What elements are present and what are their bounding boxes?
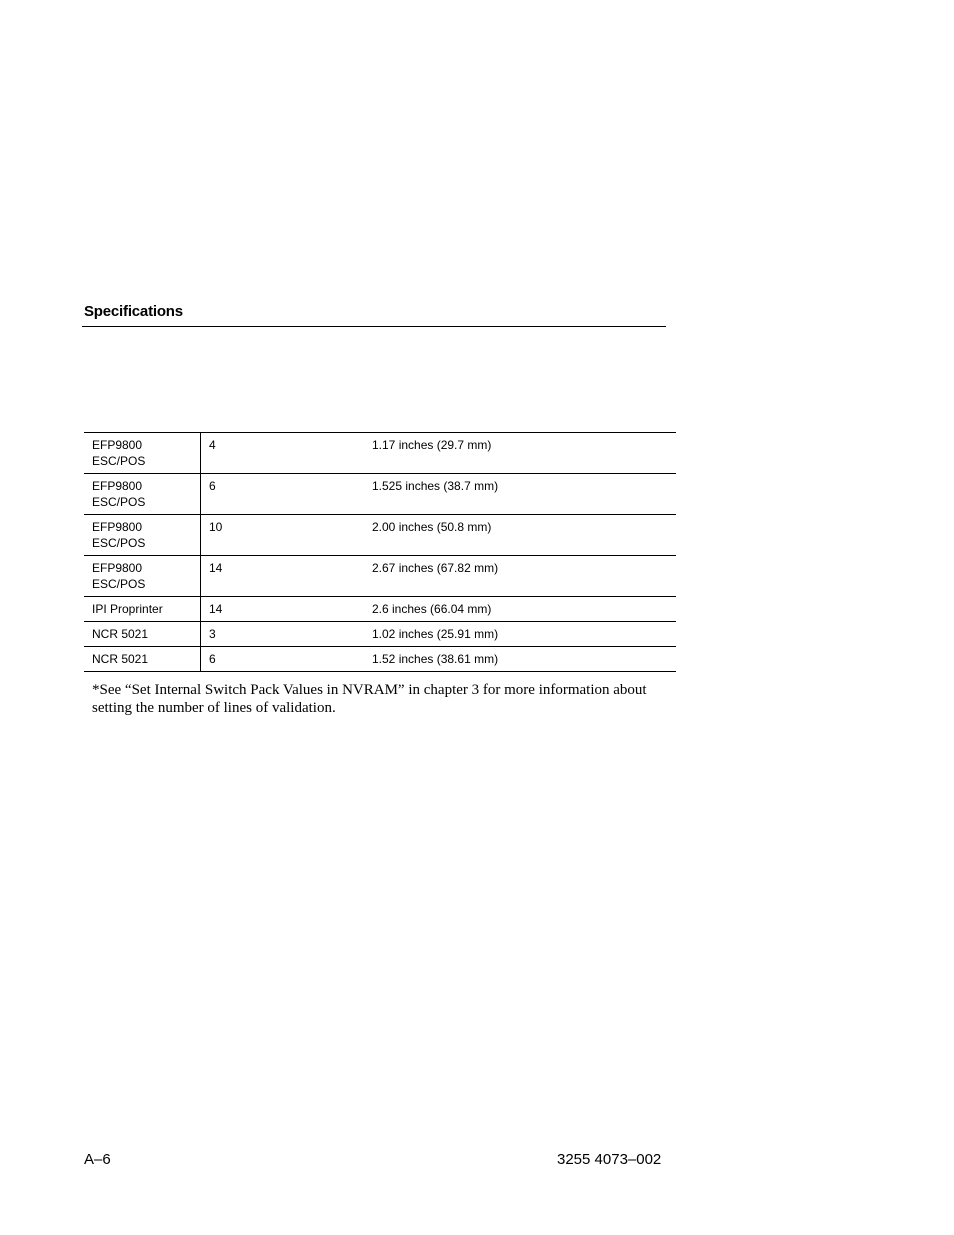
validation-lines-cell: 4	[201, 433, 365, 474]
measurement-cell: 1.525 inches (38.7 mm)	[364, 474, 676, 515]
printer-model-text: ESC/POS	[92, 454, 146, 468]
printer-model-cell	[84, 433, 201, 474]
validation-lines-cell: 6	[201, 474, 365, 515]
table-row	[84, 474, 676, 515]
table-row	[84, 556, 676, 597]
validation-lines-cell: 14	[201, 597, 365, 622]
table-row	[84, 622, 676, 647]
section-title: Specifications	[84, 303, 183, 320]
measurement-cell: 2.6 inches (66.04 mm)	[364, 597, 676, 622]
specifications-table	[84, 432, 676, 672]
page-number: A–6	[84, 1151, 111, 1168]
printer-model-cell	[84, 474, 201, 515]
printer-model-text: NCR 5021	[92, 652, 149, 666]
printer-model-text: EFP9800	[92, 438, 143, 452]
validation-lines-cell: 10	[201, 515, 365, 556]
table-body	[84, 433, 676, 672]
printer-model-cell	[84, 597, 201, 622]
measurement-cell: 1.17 inches (29.7 mm)	[364, 433, 676, 474]
section-divider	[82, 326, 666, 327]
measurement-cell: 2.00 inches (50.8 mm)	[364, 515, 676, 556]
table-row	[84, 433, 676, 474]
document-number: 3255 4073–002	[557, 1151, 662, 1168]
printer-model-text: ESC/POS	[92, 495, 146, 509]
printer-model-text: IPI Proprinter	[92, 602, 163, 616]
printer-model-text: EFP9800	[92, 479, 143, 493]
validation-lines-cell: 6	[201, 647, 365, 672]
printer-model-cell	[84, 622, 201, 647]
printer-model-text: EFP9800	[92, 561, 143, 575]
validation-lines-cell: 14	[201, 556, 365, 597]
measurement-cell: 2.67 inches (67.82 mm)	[364, 556, 676, 597]
measurement-cell: 1.02 inches (25.91 mm)	[364, 622, 676, 647]
printer-model-text: ESC/POS	[92, 536, 146, 550]
printer-model-cell	[84, 515, 201, 556]
footnote: *See “Set Internal Switch Pack Values in NVRAM” in chapter 3 for more information about setting the number of lines of validation.	[92, 682, 647, 716]
table-row	[84, 647, 676, 672]
printer-model-text: NCR 5021	[92, 627, 149, 641]
printer-model-cell	[84, 647, 201, 672]
table-row	[84, 597, 676, 622]
printer-model-cell	[84, 556, 201, 597]
measurement-cell: 1.52 inches (38.61 mm)	[364, 647, 676, 672]
printer-model-text: ESC/POS	[92, 577, 146, 591]
printer-model-text: EFP9800	[92, 520, 143, 534]
table-row	[84, 515, 676, 556]
validation-lines-cell: 3	[201, 622, 365, 647]
